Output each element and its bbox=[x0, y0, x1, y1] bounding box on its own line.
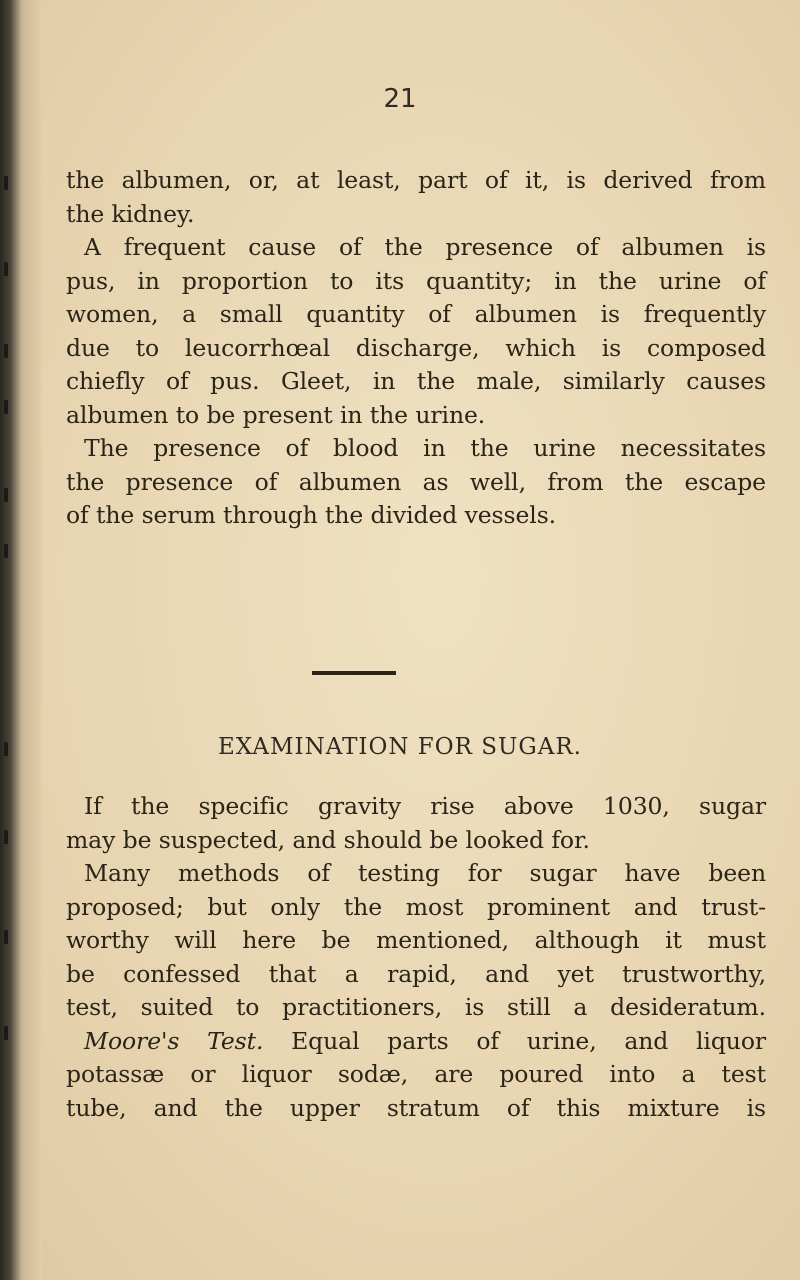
paragraph-5-line: proposed; but only the most prominent and trust- bbox=[66, 892, 766, 921]
paragraph-5-line: test, suited to practitioners, is still a desideratum. bbox=[66, 993, 766, 1021]
paragraph-2-line: due to leucorrhœal discharge, which is composed bbox=[66, 333, 766, 362]
paragraph-6-line bbox=[66, 1025, 766, 1059]
gutter-mark bbox=[4, 1026, 8, 1040]
paragraph-6-line: tube, and the upper stratum of this mixture is bbox=[66, 1093, 766, 1122]
paragraph-5-line: worthy will here be mentioned, although it must bbox=[66, 926, 766, 954]
paragraph-2-line: pus, in proportion to its quantity; in the urine of bbox=[66, 266, 766, 295]
paragraph-6-first-rest: Equal parts of urine, and liquor bbox=[263, 1026, 767, 1055]
paragraph-1-line: the kidney. bbox=[66, 199, 195, 228]
paragraph-2-line: albumen to be present in the urine. bbox=[66, 400, 486, 429]
book-gutter bbox=[0, 0, 42, 1280]
gutter-mark bbox=[4, 400, 8, 414]
paragraph-6-line: potassæ or liquor sodæ, are poured into a test bbox=[66, 1060, 766, 1088]
section-divider-rule bbox=[312, 671, 396, 675]
paragraph-4-line: If the specific gravity rise above 1030, sugar bbox=[84, 792, 766, 820]
moores-test-title: Moore's Test. bbox=[84, 1026, 264, 1055]
gutter-mark bbox=[4, 830, 8, 844]
gutter-mark bbox=[4, 544, 8, 558]
gutter-mark bbox=[4, 344, 8, 358]
paragraph-2-line: women, a small quantity of albumen is frequently bbox=[66, 300, 766, 328]
paragraph-3-line: of the serum through the divided vessels. bbox=[66, 501, 557, 529]
paragraph-1-line: the albumen, or, at least, part of it, is derived from bbox=[66, 166, 766, 194]
gutter-mark bbox=[4, 930, 8, 944]
paragraph-5-line: be confessed that a rapid, and yet trustworthy, bbox=[66, 959, 766, 988]
page-number: 21 bbox=[383, 84, 417, 114]
paragraph-3-line: the presence of albumen as well, from the escape bbox=[66, 467, 766, 496]
paragraph-2-line: chiefly of pus. Gleet, in the male, similarly causes bbox=[66, 367, 766, 395]
paragraph-5-line: Many methods of testing for sugar have been bbox=[84, 859, 766, 887]
body-text-top bbox=[66, 164, 766, 533]
section-heading: EXAMINATION FOR SUGAR. bbox=[218, 734, 582, 760]
paragraph-4-line: may be suspected, and should be looked for. bbox=[66, 825, 590, 854]
gutter-mark bbox=[4, 176, 8, 190]
gutter-mark bbox=[4, 262, 8, 276]
paragraph-3-line: The presence of blood in the urine necessitates bbox=[84, 434, 766, 462]
gutter-mark bbox=[4, 488, 8, 502]
body-text-bottom bbox=[66, 790, 766, 1125]
paragraph-2-line: A frequent cause of the presence of albumen is bbox=[84, 233, 766, 261]
